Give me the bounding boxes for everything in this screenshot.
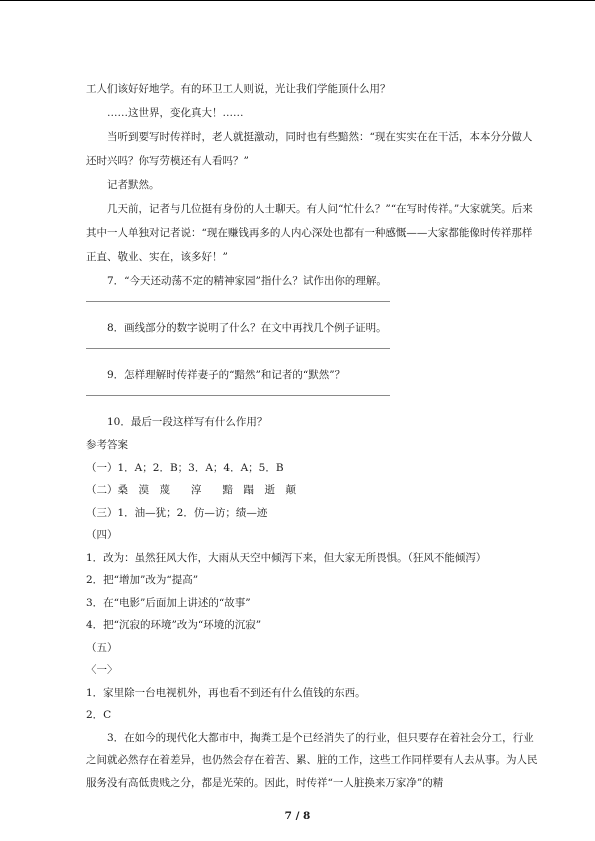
- question-8: 8．画线部分的数字说明了什么？在文中再找几个例子证明。: [107, 322, 387, 334]
- answer-5-subheading: 〈一〉: [86, 664, 118, 676]
- answer-section-5-heading: （五）: [86, 641, 118, 654]
- page-number: 7 / 8: [284, 810, 311, 822]
- paragraph-final: 几天前，记者与几位挺有身份的人士聊天。有人问“忙什么？”“在写时传祥。”大家就笑。后来其中一人单独对记者说：“现在赚钱再多的人内心深处也都有一种感慨——大家都能像时传祥那样正直、敬业、实在，该多好！”: [86, 203, 533, 263]
- answer-4-item-3: 3．在“电影”后面加上讲述的“故事”: [86, 596, 251, 609]
- answers-heading: 参考答案: [86, 439, 128, 451]
- question-9: 9．怎样理解时传祥妻子的“黯然”和记者的“默然”？: [107, 369, 346, 381]
- answer-5-item-3: 3．在如今的现代化大都市中，掏粪工是个已经消失了的行业，但只要存在着社会分工，行业之间就必然存在着差异，也仍然会存在着苦、累、脏的工作，这些工作同样要有人去从事。为人民服务没有高低贵贱之分，都是光荣的。因此，时传祥“一人脏换来万家净”的精: [86, 731, 538, 789]
- paragraph-ellipsis: ……这世界，变化真大！……: [107, 107, 244, 119]
- page-body: [86, 77, 538, 794]
- answer-line: [86, 301, 390, 302]
- question-10: 10．最后一段这样写有什么作用？: [107, 416, 268, 428]
- answer-4-item-1: 1．改为：虽然狂风大作，大雨从天空中倾泻下来，但大家无所畏惧。（狂风不能倾泻）: [86, 551, 487, 564]
- answer-5-item-2: 2．C: [86, 709, 112, 721]
- answer-section-1: （一）1．A；2．B；3．A；4．A；5．B: [86, 461, 284, 474]
- answer-4-item-2: 2．把“增加”改为“提高”: [86, 574, 199, 586]
- answer-4-item-4: 4．把“沉寂的环境”改为“环境的沉寂”: [86, 619, 262, 631]
- paragraph-elder-reaction: 当听到要写时传祥时，老人就挺激动，同时也有些黯然：“现在实实在在干活，本本分分做人还时兴吗？你写劳模还有人看吗？”: [86, 131, 533, 167]
- answer-line: [86, 348, 390, 349]
- answer-section-2: （二）桑 漠 蔑 淳 黯 蹋 逝 颠: [86, 484, 296, 496]
- question-7: 7．“今天还动荡不定的精神家园”指什么？试作出你的理解。: [107, 275, 387, 287]
- answer-line: [86, 395, 390, 396]
- answer-section-3: （三）1．油—犹；2．仿—访；绩—迹: [86, 506, 268, 519]
- paragraph-reporter-silent: 记者默然。: [107, 179, 160, 191]
- answer-section-4-heading: （四）: [86, 529, 118, 541]
- header-rule: [0, 0, 595, 1]
- paragraph-continued: 工人们该好好地学。有的环卫工人则说，光让我们学能顶什么用？: [86, 83, 391, 95]
- answer-5-item-1: 1．家里除一台电视机外，再也看不到还有什么值钱的东西。: [86, 686, 366, 699]
